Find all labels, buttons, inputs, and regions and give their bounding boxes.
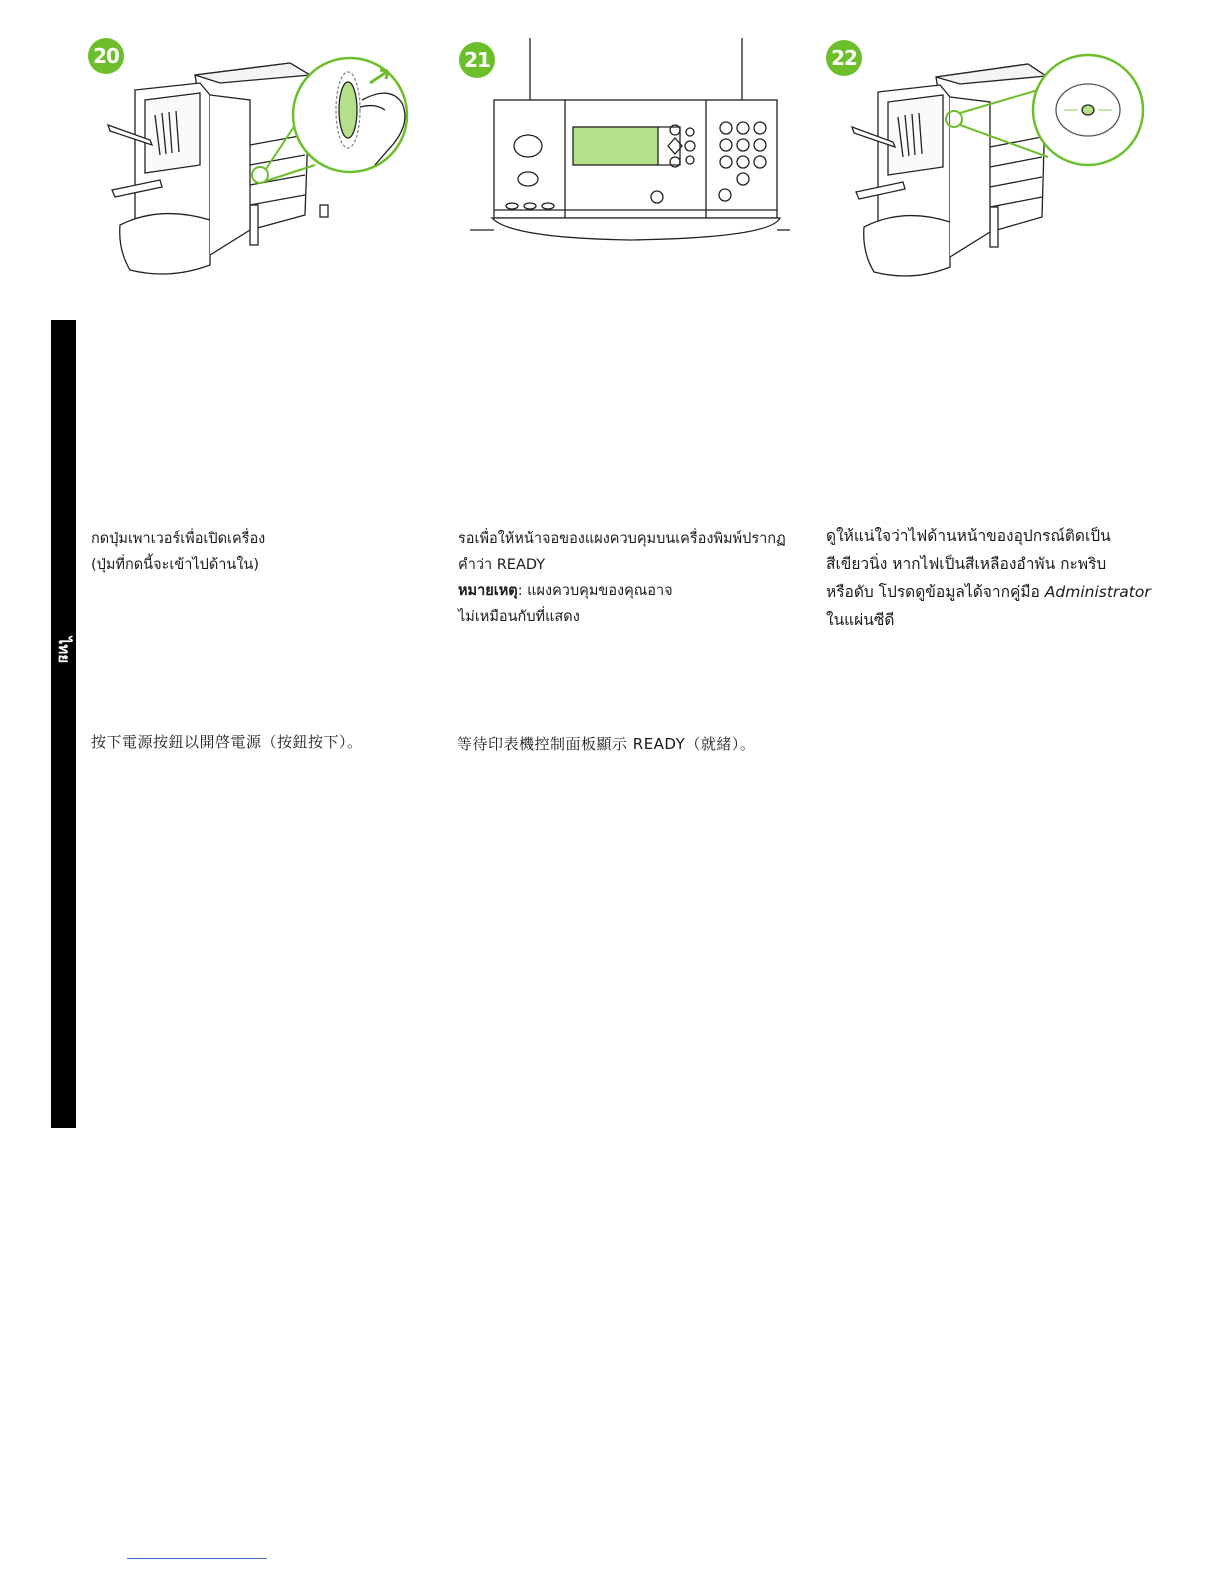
- note-text: : แผงควบคุมของคุณอาจ: [517, 583, 673, 599]
- step-21-thai-line: คำว่า READY: [458, 557, 546, 573]
- step-21-thai-line: รอเพื่อให้หน้าจอของแผงควบคุมบนเครื่องพิมพ์ปรากฏ: [458, 531, 786, 547]
- step-21-badge: 21: [459, 42, 495, 78]
- printer-indicator-light-illustration: [848, 52, 1148, 287]
- step-20-thai-line: กดปุ่มเพาเวอร์เพื่อเปิดเครื่อง: [91, 531, 266, 547]
- step-20-badge: 20: [88, 38, 124, 74]
- step-22-badge: 22: [826, 40, 862, 76]
- printer-power-button-illustration: [100, 55, 420, 290]
- step-22-thai-text: [826, 522, 1151, 634]
- step-21-note: [458, 578, 786, 604]
- language-tab-label: ไทย: [54, 636, 73, 664]
- step-22-thai-line: ในแผ่นซีดี: [826, 611, 895, 629]
- language-tab: [51, 320, 76, 1128]
- note-label: หมายเหตุ: [458, 583, 518, 599]
- step-21-chinese-text: 等待印表機控制面板顯示 READY（就緒）。: [457, 735, 756, 753]
- step-21-note-line: ไม่เหมือนกับที่แสดง: [458, 609, 580, 625]
- step-22-line3-prefix: หรือดับ โปรดดูข้อมูลได้จากคู่มือ: [826, 583, 1045, 601]
- administrator-guide-name: Administrator: [1044, 583, 1151, 601]
- footer-rule: [127, 1558, 267, 1559]
- step-22-thai-line: ดูให้แน่ใจว่าไฟด้านหน้าของอุปกรณ์ติดเป็น: [826, 527, 1111, 545]
- step-21-thai-text: [458, 526, 786, 630]
- step-20-thai-text: [91, 526, 265, 578]
- step-20-thai-line: (ปุ่มที่กดนี้จะเข้าไปด้านใน): [91, 557, 259, 573]
- step-20-chinese-text: 按下電源按鈕以開啓電源（按鈕按下）。: [91, 733, 363, 751]
- control-panel-illustration: [470, 38, 790, 248]
- step-22-thai-line: [826, 578, 1151, 606]
- step-22-thai-line: สีเขียวนิ่ง หากไฟเป็นสีเหลืองอำพัน กะพริบ: [826, 555, 1107, 573]
